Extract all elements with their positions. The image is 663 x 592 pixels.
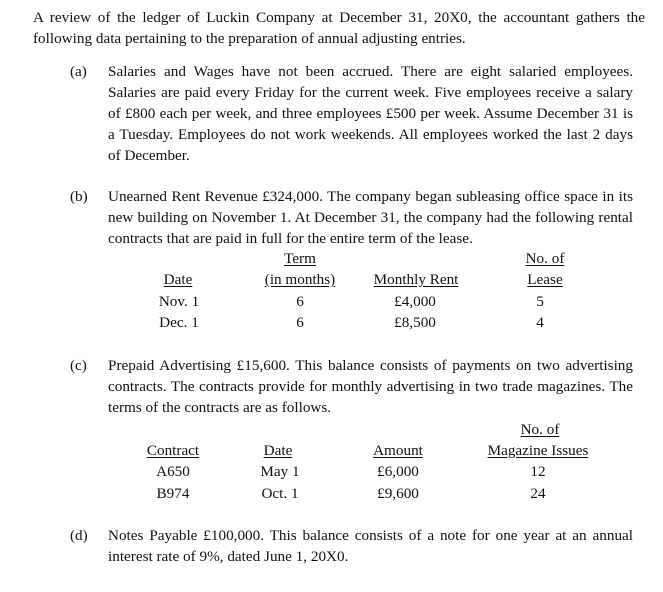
ad-header-issues-line1: No. of (520, 421, 560, 438)
ad-header-date: Date (263, 442, 293, 459)
ad-row-1-date: May 1 (260, 463, 300, 480)
item-d-letter: (d) (70, 527, 88, 544)
rent-row-2-rent: £8,500 (394, 314, 436, 331)
rent-row-2-term: 6 (296, 314, 304, 331)
rent-row-2-date: Dec. 1 (159, 314, 199, 331)
rent-header-lease-line1: No. of (525, 250, 565, 267)
intro-paragraph: A review of the ledger of Luckin Company at December 31, 20X0, the accountant gathers the following data pertaining to the preparation of annual adjusting entries. (33, 9, 645, 47)
ad-row-2-date: Oct. 1 (261, 485, 299, 502)
rent-header-date: Date (163, 271, 193, 288)
rent-row-1-rent: £4,000 (394, 293, 436, 310)
item-d-text: Notes Payable £100,000. This balance consists of a note for one year at an annual interest rate of 9%, dated June 1, 20X0. (108, 527, 633, 565)
item-a-text: Salaries and Wages have not been accrued. There are eight salaried employees. Salaries are paid every Friday for the current week. Five employees receive a salary of £800 each per week, and three employees £500 per week. Assume December 31 is a Tuesday. Employees do not work weekends. All employees worked the last 2 days of December. (108, 63, 633, 164)
ad-row-2-contract: B974 (156, 485, 190, 502)
rent-header-monthly-rent: Monthly Rent (373, 271, 459, 288)
rent-row-1-term: 6 (296, 293, 304, 310)
item-b-letter: (b) (70, 188, 88, 205)
rent-header-lease-line2: Lease (527, 271, 563, 288)
ad-row-1-amount: £6,000 (377, 463, 419, 480)
rent-header-term-line1: Term (284, 250, 316, 267)
rent-row-1-date: Nov. 1 (158, 293, 200, 310)
item-c-letter: (c) (70, 357, 87, 374)
item-a-letter: (a) (70, 63, 87, 80)
ad-row-1-contract: A650 (156, 463, 190, 480)
rent-row-1-lease: 5 (536, 293, 544, 310)
item-c-text: Prepaid Advertising £15,600. This balance consists of payments on two advertising contracts. The contracts provide for monthly advertising in two trade magazines. The terms of the contracts are as follows. (108, 357, 633, 416)
rent-header-term-line2: (in months) (264, 271, 336, 288)
ad-row-2-amount: £9,600 (377, 485, 419, 502)
ad-row-1-issues: 12 (530, 463, 546, 480)
ad-header-contract: Contract (146, 442, 200, 459)
ad-header-amount: Amount (373, 442, 423, 459)
rent-row-2-lease: 4 (536, 314, 544, 331)
item-b-text: Unearned Rent Revenue £324,000. The company began subleasing office space in its new building on November 1. At December 31, the company had the following rental contracts that are paid in full for the entire term of the lease. (108, 188, 633, 247)
ad-row-2-issues: 24 (530, 485, 546, 502)
ad-header-issues-line2: Magazine Issues (487, 442, 589, 459)
